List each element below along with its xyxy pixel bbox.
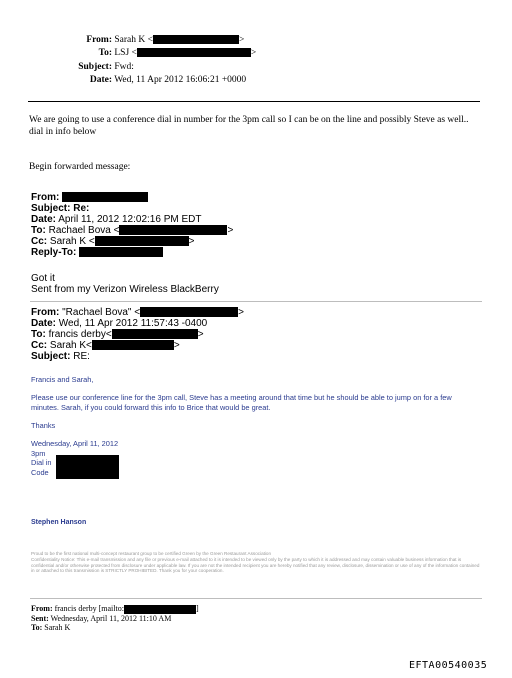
begin-forwarded-label: Begin forwarded message: [29,162,131,172]
forward3-header [31,604,199,633]
forward2-cc-value: Sarah K< [49,340,92,351]
forward2-date-line: Wednesday, April 11, 2012 [31,439,119,448]
forward2-subject-label: Subject: [31,351,71,362]
forward1-date-row [31,214,233,225]
forward2-from-value: "Rachael Bova" < [62,307,141,318]
forward2-cc-close: > [173,340,180,351]
forward3-sent-row [31,614,199,624]
forward1-message-line2: Sent from my Verizon Wireless BlackBerry [31,284,219,295]
forward1-date-label: Date: [31,214,57,225]
forward2-signature: Stephen Hanson [31,519,87,526]
forward2-to-label: To: [31,329,46,340]
forward3-from-label: From: [31,604,53,613]
redaction-block [112,329,198,339]
redaction-block [153,35,239,44]
header-from-value: Sarah K < [114,35,153,45]
redaction-block [137,48,251,57]
header-to-close: > [250,48,257,58]
forward3-to-label: To: [31,623,43,633]
redaction-block [79,247,163,257]
forward2-from-label: From: [31,307,60,318]
forward2-to-row [31,329,244,340]
forward2-code-label: Code [31,467,49,477]
forward3-sent-label: Sent: [31,613,49,623]
forward3-from-close: ] [195,604,199,613]
forward3-to-row [31,623,199,633]
forward2-date-label: Date: [31,318,57,329]
forward1-replyto-row [31,247,233,258]
forward2-subject-value: RE: [73,351,90,362]
header-subject-label: Subject: [78,62,112,72]
forward2-divider [30,598,482,599]
header-to-label: To: [98,48,112,58]
forward2-thanks: Thanks [31,421,56,430]
forward1-from-label: From: [31,192,60,203]
forward2-paragraph: Please use our conference line for the 3pm call, Steve has a meeting around that time but he should be able to jump on for a few minutes. Sarah, if you could forward this info to Brice that would be great. [31,393,452,412]
forward2-date-row [31,318,244,329]
redaction-block [119,225,227,235]
message-paragraph: We are going to use a conference dial in number for the 3pm call so I can be on the line and possibly Steve as well.. dial in info below [29,115,469,137]
forward2-from-close: > [238,307,244,318]
forward1-header [31,192,233,258]
document-id: EFTA00540035 [409,660,488,671]
redaction-block [95,236,189,246]
forward3-from-row [31,604,199,614]
redaction-block [56,455,119,479]
forward2-time-line: 3pm [31,448,46,458]
forward1-date-value: April 11, 2012 12:02:16 PM EDT [58,214,202,225]
header-subject-value: Fwd: [114,62,134,72]
forward1-cc-label: Cc: [31,236,48,247]
forward2-greeting: Francis and Sarah, [31,375,94,384]
forward1-message [31,273,219,295]
forward1-subject-value: Re: [73,203,90,214]
forward3-to-value: Sarah K [44,623,71,633]
forward2-cc-label: Cc: [31,340,48,351]
forward1-to-value: Rachael Bova < [48,225,120,236]
forward1-subject-label: Subject: [31,203,71,214]
forward1-to-close: > [227,225,234,236]
forward2-cc-row [31,340,244,351]
header-from-label: From: [86,35,112,45]
forward2-fine-print-2: Confidentiality Notice: This e-mail transmission and any file or previous e-mail attached to it is intended to be viewed only by the party to which it is addressed and may contain valuable business information that is confidential and/or otherwise protected from disclosure under applicable law. If you are not the intended recipient you are hereby notified that any review, disclosure, dissemination or use of any of the information contained in or attached to this transmission is STRICTLY PROHIBITED. Thank you for your cooperation. [31,557,480,574]
header-from-close: > [238,35,245,45]
forward2-to-value: francis derby< [48,329,112,340]
forward2-fine-print-1: Proud to be the first national multi-concept restaurant group to be certified Green by the Green Restaurant Association [31,551,272,556]
forward2-header [31,307,244,362]
header-from-row [36,34,244,46]
header-to-value: LSJ < [114,48,137,58]
header-to-row [36,47,256,59]
forward1-subject-row [31,203,233,214]
forward1-cc-close: > [188,236,195,247]
redaction-block [140,307,238,317]
forward1-to-label: To: [31,225,46,236]
redaction-block [92,340,174,350]
forward1-from-row [31,192,233,203]
forward2-date-value: Wed, 11 Apr 2012 11:57:43 -0400 [58,318,208,329]
forward2-dialin-label: Dial in [31,458,52,468]
forward2-to-close: > [197,329,204,340]
forward1-message-line1: Got it [31,273,55,284]
header-subject-row [36,61,134,73]
forward1-to-row [31,225,233,236]
header-date-label: Date: [89,75,112,85]
header-divider [28,101,480,102]
header-date-row [36,74,246,86]
forward1-cc-row [31,236,233,247]
forward2-subject-row [31,351,244,362]
header-date-value: Wed, 11 Apr 2012 16:06:21 +0000 [114,75,247,85]
forward3-from-value: francis derby [mailto: [54,604,124,613]
forward3-sent-value: Wednesday, April 11, 2012 11:10 AM [50,613,172,623]
forward1-divider [30,301,482,302]
redaction-block [62,192,148,202]
forward1-cc-value: Sarah K < [49,236,95,247]
forward1-replyto-label: Reply-To: [31,247,77,258]
forward2-from-row [31,307,244,318]
redaction-block [124,605,196,614]
